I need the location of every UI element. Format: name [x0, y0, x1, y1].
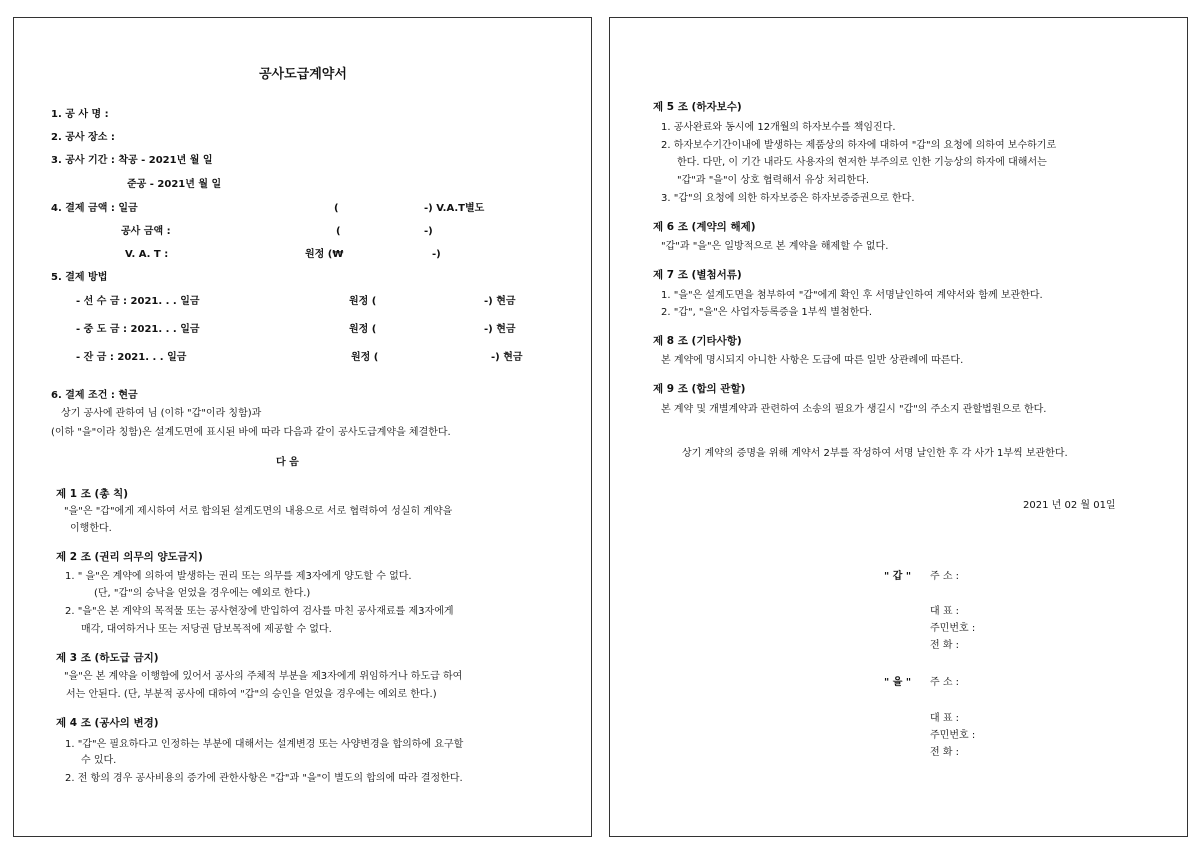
article-2-line: 매각, 대여하거나 또는 저당권 담보목적에 제공할 수 없다. — [81, 624, 332, 635]
article-9-line: 본 계약 및 개별계약과 관련하여 소송의 필요가 생길시 "갑"의 주소지 관할법원으로 한다. — [661, 404, 1047, 415]
closing-statement: 상기 계약의 증명을 위해 계약서 2부를 작성하여 서명 날인한 후 각 사가 1부씩 보관한다. — [682, 448, 1068, 459]
amount-paren-open: ( — [334, 203, 339, 214]
article-3-line: 서는 안된다. (단, 부분적 공사에 대하여 "갑"의 승인을 얻었을 경우에는 예외로 한다.) — [66, 689, 437, 700]
period-start-label: 3. 공사 기간 : 착공 - 2021년 월 일 — [51, 155, 213, 166]
party-eul-phone: 전 화 : — [930, 747, 960, 758]
contract-date: 2021 년 02 월 01일 — [1023, 500, 1116, 511]
party-eul-address: 주 소 : — [930, 677, 960, 688]
article-8-line: 본 계약에 명시되지 아니한 사항은 도급에 따른 일반 상관례에 따른다. — [661, 355, 964, 366]
project-site-label: 2. 공사 장소 : — [51, 132, 115, 143]
article-5-line: 1. 공사완료와 동시에 12개월의 하자보수를 책임진다. — [661, 122, 896, 133]
party-eul-tag: " 을 " — [884, 677, 912, 688]
amount-paren-close: -) V.A.T별도 — [424, 203, 485, 214]
pay-row-advance: - 선 수 금 : 2021. . . 일금 — [76, 296, 200, 307]
pay-row-middle-tail: -) 현금 — [484, 324, 516, 335]
period-end-label: 준공 - 2021년 월 일 — [127, 179, 222, 190]
article-4-line: 2. 전 항의 경우 공사비용의 증가에 관한사항은 "갑"과 "을"이 별도의 합의에 따라 결정한다. — [65, 773, 463, 784]
article-6-title: 제 6 조 (계약의 해제) — [653, 221, 756, 233]
vat-won: 원정 (₩ — [305, 249, 344, 260]
condition-line-2: (이하 "을"이라 칭함)은 설계도면에 표시된 바에 따라 다음과 같이 공사도급계약을 체결한다. — [51, 427, 451, 438]
article-5-line: 한다. 다만, 이 기간 내라도 사용자의 현저한 부주의로 인한 기능상의 하자에 대해서는 — [677, 157, 1047, 168]
project-name-label: 1. 공 사 명 : — [51, 109, 109, 120]
article-2-line: 2. "을"은 본 계약의 목적물 또는 공사현장에 반입하여 검사를 마친 공사재료를 제3자에게 — [65, 606, 454, 617]
article-5-line: "갑"과 "을"이 상호 협력해서 유상 처리한다. — [677, 175, 870, 186]
article-2-line: 1. " 을"은 계약에 의하여 발생하는 권리 또는 의무를 제3자에게 양도할 수 없다. — [65, 571, 412, 582]
pay-row-advance-won: 원정 ( — [349, 296, 377, 307]
article-3-line: "을"은 본 계약을 이행함에 있어서 공사의 주체적 부분을 제3자에게 위임하거나 하도급 하여 — [64, 671, 463, 682]
pay-row-middle-won: 원정 ( — [349, 324, 377, 335]
pay-row-advance-tail: -) 현금 — [484, 296, 516, 307]
pay-row-balance: - 잔 금 : 2021. . . 일금 — [76, 352, 187, 363]
da-eum-heading: 다 음 — [276, 457, 299, 468]
article-1-line: "을"은 "갑"에게 제시하여 서로 합의된 설계도면의 내용으로 서로 협력하여 성실히 계약을 — [64, 506, 453, 517]
payment-method-label: 5. 결제 방법 — [51, 272, 108, 283]
payment-condition-label: 6. 결제 조건 : 현금 — [51, 390, 138, 401]
party-gap-tag: " 갑 " — [884, 571, 912, 582]
article-5-title: 제 5 조 (하자보수) — [653, 101, 742, 113]
article-5-line: 2. 하자보수기간이내에 발생하는 제품상의 하자에 대하여 "갑"의 요청에 의하여 보수하기로 — [661, 140, 1057, 151]
party-eul-idno: 주민번호 : — [930, 730, 976, 741]
article-4-line: 수 있다. — [81, 755, 117, 766]
party-eul-rep: 대 표 : — [930, 713, 960, 724]
condition-line-1: 상기 공사에 관하여 님 (이하 "갑"이라 칭함)과 — [61, 408, 262, 419]
cost-paren-close: -) — [424, 226, 433, 237]
party-gap-address: 주 소 : — [930, 571, 960, 582]
article-7-line: 2. "갑", "을"은 사업자등록증을 1부씩 별첨한다. — [661, 307, 873, 318]
article-2-title: 제 2 조 (권리 의무의 양도금지) — [56, 551, 203, 563]
pay-row-balance-tail: -) 현금 — [491, 352, 523, 363]
vat-label: V. A. T : — [125, 249, 169, 260]
cost-paren-open: ( — [336, 226, 341, 237]
article-6-line: "갑"과 "을"은 일방적으로 본 계약을 해제할 수 없다. — [661, 241, 889, 252]
pay-row-middle: - 중 도 금 : 2021. . . 일금 — [76, 324, 200, 335]
contract-page-2 — [609, 17, 1188, 837]
article-1-title: 제 1 조 (총 칙) — [56, 488, 129, 500]
document-title: 공사도급계약서 — [259, 67, 347, 82]
article-3-title: 제 3 조 (하도급 금지) — [56, 652, 159, 664]
article-7-line: 1. "을"은 설계도면을 첨부하여 "갑"에게 확인 후 서명날인하여 계약서와 함께 보관한다. — [661, 290, 1043, 301]
amount-label: 4. 결제 금액 : 일금 — [51, 203, 138, 214]
article-4-title: 제 4 조 (공사의 변경) — [56, 717, 159, 729]
party-gap-idno: 주민번호 : — [930, 623, 976, 634]
article-1-line: 이행한다. — [70, 523, 112, 534]
article-5-line: 3. "갑"의 요청에 의한 하자보증은 하자보증증권으로 한다. — [661, 193, 915, 204]
party-gap-phone: 전 화 : — [930, 640, 960, 651]
vat-paren-close: -) — [432, 249, 441, 260]
article-8-title: 제 8 조 (기타사항) — [653, 335, 742, 347]
article-9-title: 제 9 조 (합의 관할) — [653, 383, 746, 395]
contract-page-1 — [13, 17, 592, 837]
article-2-line: (단, "갑"의 승낙을 얻었을 경우에는 예외로 한다.) — [94, 588, 311, 599]
pay-row-balance-won: 원정 ( — [351, 352, 379, 363]
party-gap-rep: 대 표 : — [930, 606, 960, 617]
article-7-title: 제 7 조 (별첨서류) — [653, 269, 742, 281]
cost-label: 공사 금액 : — [121, 226, 171, 237]
article-4-line: 1. "갑"은 필요하다고 인정하는 부분에 대해서는 설계변경 또는 사양변경을 합의하에 요구할 — [65, 739, 464, 750]
